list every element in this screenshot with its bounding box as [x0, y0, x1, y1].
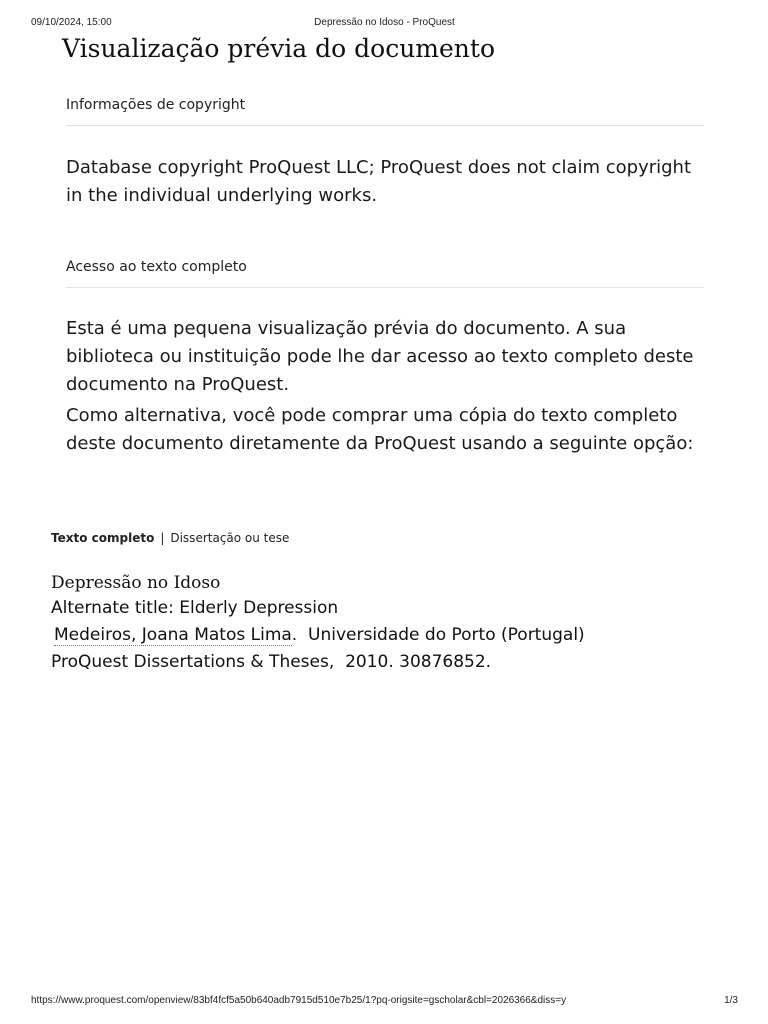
record-alt-title: Alternate title: Elderly Depression: [51, 598, 339, 618]
print-datetime: 09/10/2024, 15:00: [31, 17, 112, 28]
filter-dissertation-thesis[interactable]: Dissertação ou tese: [170, 531, 290, 545]
copyright-text: Database copyright ProQuest LLC; ProQuest does not claim copyright in the individual underlying works.: [66, 157, 692, 206]
page-title: Visualização prévia do documento: [62, 34, 495, 63]
record-title[interactable]: Depressão no Idoso: [51, 573, 221, 593]
copyright-heading: Informações de copyright: [66, 97, 704, 126]
author-link[interactable]: Medeiros, Joana Matos Lima: [54, 625, 292, 645]
record-id: 30876852.: [399, 652, 492, 672]
record-author-line: [51, 622, 731, 649]
record-institution: Universidade do Porto (Portugal): [308, 625, 585, 645]
record-year: 2010.: [345, 652, 394, 672]
access-paragraph-1: Esta é uma pequena visualização prévia do documento. A sua biblioteca ou instituição pode lhe dar acesso ao texto completo deste documento na ProQuest.: [66, 318, 694, 395]
document-type-filter: [51, 531, 289, 545]
fulltext-access-heading: Acesso ao texto completo: [66, 259, 704, 288]
print-page-number: 1/3: [724, 995, 738, 1006]
access-paragraph-2: Como alternativa, você pode comprar uma cópia do texto completo deste documento diretamente da ProQuest usando a seguinte opção:: [66, 405, 694, 454]
filter-separator: |: [160, 531, 165, 545]
print-footer: [31, 995, 738, 1009]
print-header: [31, 17, 738, 31]
print-url: https://www.proquest.com/openview/83bf4fcf5a50b640adb7915d510e7b25/1?pq-origsite=gscholar&cbl=2026366&diss=y: [31, 995, 567, 1006]
filter-full-text[interactable]: Texto completo: [51, 531, 155, 545]
record-source: ProQuest Dissertations & Theses,: [51, 652, 335, 672]
record-source-line: [51, 649, 731, 676]
print-doc-title: Depressão no Idoso - ProQuest: [314, 17, 455, 28]
document-record: [51, 571, 731, 676]
author-suffix: .: [291, 625, 298, 645]
